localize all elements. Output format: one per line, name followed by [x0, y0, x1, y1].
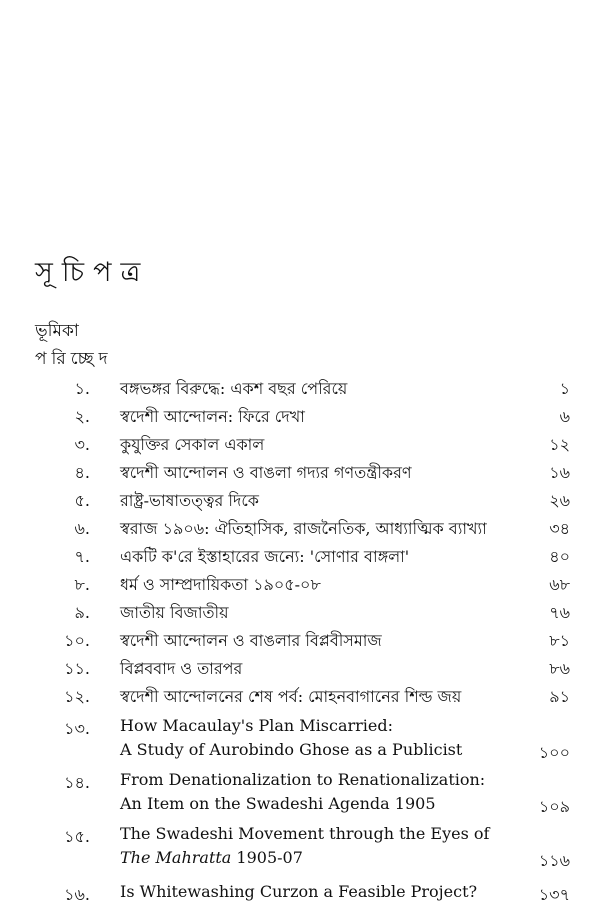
- entry-title: বিপ্লববাদ ও তারপর: [120, 659, 243, 678]
- entry-number: ১০.: [64, 631, 90, 650]
- entry-page: ১: [559, 379, 570, 398]
- entry-title: From Denationalization to Renationalization: An Item on the Swadeshi Agenda 1905: [120, 770, 486, 813]
- entry-title: Is Whitewashing Curzon a Feasible Project?: [120, 882, 478, 901]
- entry-number: ১১.: [64, 659, 90, 678]
- chapters-label: পরিচ্ছেদ: [35, 349, 113, 369]
- periodical-title: The Mahratta: [120, 848, 232, 867]
- entry-title: বঙ্গভঙ্গর বিরুদ্ধে: একশ বছর পেরিয়ে: [120, 379, 348, 398]
- entry-title: কুযুক্তির সেকাল একাল: [120, 435, 265, 454]
- entry-number: ৭.: [74, 547, 90, 566]
- entry-title: স্বদেশী আন্দোলন ও বাঙলার বিপ্লবীসমাজ: [120, 631, 382, 650]
- entry-number: ৫.: [74, 491, 90, 510]
- entry-number: ১৬.: [64, 885, 90, 904]
- entry-number: ১৫.: [64, 827, 90, 846]
- entry-page: ১১৬: [538, 851, 570, 870]
- entry-number: ১৪.: [64, 773, 90, 792]
- entry-title: স্বদেশী আন্দোলন: ফিরে দেখা: [120, 407, 305, 426]
- entry-page: ২৬: [549, 491, 570, 510]
- entry-number: ১.: [74, 379, 90, 398]
- entry-number: ২.: [74, 407, 90, 426]
- entry-page: ১০৯: [538, 797, 570, 816]
- entry-page: ১২: [549, 435, 570, 454]
- entry-number: ১২.: [64, 687, 90, 706]
- entry-title: জাতীয় বিজাতীয়: [120, 603, 229, 622]
- entry-page: ৯১: [549, 687, 570, 706]
- entry-number: ১৩.: [64, 719, 90, 738]
- entry-page: ১৬: [549, 463, 570, 482]
- entry-title: একটি ক'রে ইস্তাহারের জন্যে: 'সোণার বাঙ্গলা': [120, 547, 410, 566]
- entry-page: ৮১: [549, 631, 570, 650]
- entry-title: রাষ্ট্র-ভাষাতত্ত্বর দিকে: [120, 491, 259, 510]
- entry-number: ৮.: [74, 575, 90, 594]
- entry-title-line-2: The Mahratta 1905-07: [120, 848, 303, 867]
- entry-page: ৬: [559, 407, 570, 426]
- entry-number: ৪.: [74, 463, 90, 482]
- entry-page: ৩৪: [549, 519, 570, 538]
- entry-page: ৭৬: [549, 603, 570, 622]
- entry-title: How Macaulay's Plan Miscarried: A Study of Aurobindo Ghose as a Publicist: [120, 716, 463, 759]
- entry-number: ৩.: [74, 435, 90, 454]
- entry-title: The Swadeshi Movement through the Eyes of The Mahratta 1905-07: [120, 824, 490, 867]
- entry-title: স্বদেশী আন্দোলন ও বাঙলা গদ্যর গণতন্ত্রীকরণ: [120, 463, 412, 482]
- entry-page: ৮৬: [549, 659, 570, 678]
- entry-number: ৯.: [74, 603, 90, 622]
- entry-page: ১০০: [538, 743, 570, 762]
- entry-number: ৬.: [74, 519, 90, 538]
- entry-page: ৬৮: [549, 575, 570, 594]
- entry-page: ৪০: [549, 547, 570, 566]
- entry-title: স্বদেশী আন্দোলনের শেষ পর্ব: মোহনবাগানের শিল্ড জয়: [120, 687, 462, 706]
- entry-title: স্বরাজ ১৯০৬: ঐতিহাসিক, রাজনৈতিক, আধ্যাত্মিক ব্যাখ্যা: [120, 519, 487, 538]
- intro-label: ভূমিকা: [35, 321, 79, 341]
- page-title: সূচিপত্র: [35, 257, 150, 288]
- entry-title: ধর্ম ও সাম্প্রদায়িকতা ১৯০৫-০৮: [120, 575, 321, 594]
- entry-page: ১৩৭: [538, 885, 570, 904]
